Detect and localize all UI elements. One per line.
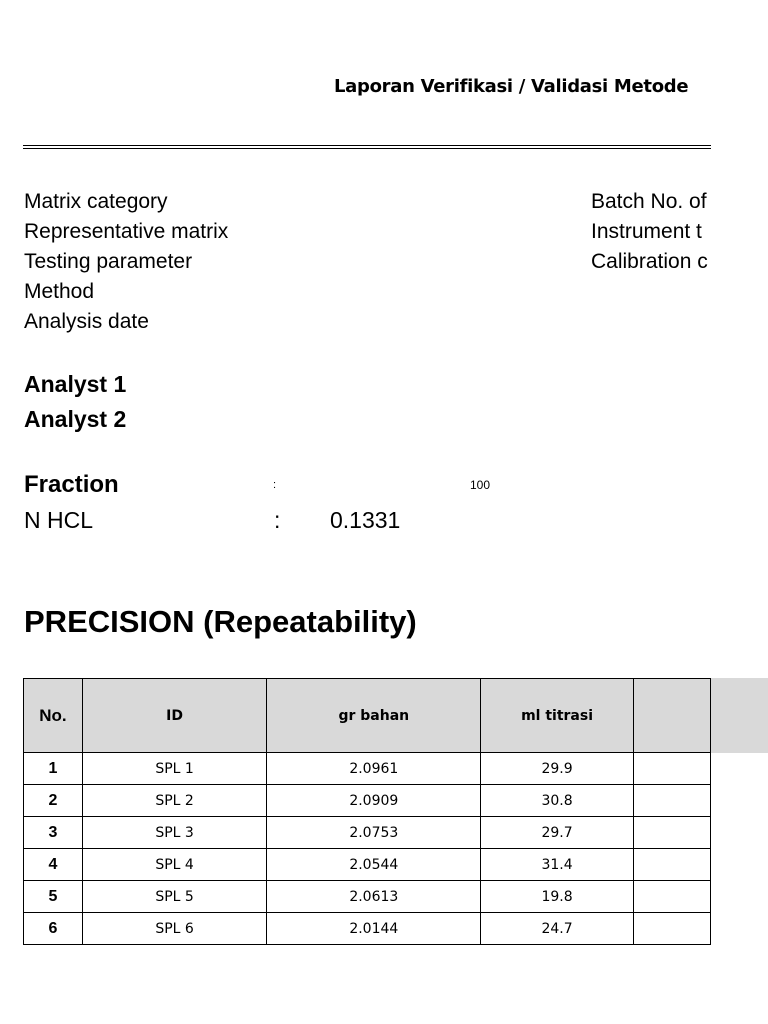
column-header-gr-bahan: gr bahan	[267, 679, 481, 753]
report-title: Laporan Verifikasi / Validasi Metode	[334, 76, 689, 97]
cell-id: SPL 2	[82, 785, 266, 817]
fraction-colon: :	[273, 479, 277, 491]
analyst-1-label: Analyst 1	[24, 371, 127, 397]
info-testing-parameter: Testing parameter	[24, 250, 193, 273]
table-row	[24, 753, 711, 785]
cell-gr-bahan: 2.0753	[267, 817, 481, 849]
cell-extra	[633, 753, 710, 785]
cell-no: 2	[24, 785, 83, 817]
cell-gr-bahan: 2.0613	[267, 881, 481, 913]
info-calibration: Calibration c	[591, 250, 708, 273]
cell-ml-titrasi: 31.4	[481, 849, 633, 881]
table-header-row	[24, 679, 711, 753]
cell-gr-bahan: 2.0144	[267, 913, 481, 945]
cell-extra	[633, 849, 710, 881]
cell-gr-bahan: 2.0544	[267, 849, 481, 881]
cell-extra	[633, 817, 710, 849]
info-matrix-category: Matrix category	[24, 190, 168, 213]
cell-gr-bahan: 2.0961	[267, 753, 481, 785]
cell-id: SPL 3	[82, 817, 266, 849]
info-instrument: Instrument t	[591, 220, 702, 243]
column-header-extra	[633, 679, 710, 753]
fraction-value: 100	[470, 478, 491, 492]
info-method: Method	[24, 280, 95, 303]
cell-no: 1	[24, 753, 83, 785]
cell-no: 4	[24, 849, 83, 881]
precision-heading: PRECISION (Repeatability)	[24, 604, 417, 639]
cell-id: SPL 4	[82, 849, 266, 881]
column-header-no: No.	[24, 679, 83, 753]
column-header-id: ID	[82, 679, 266, 753]
cell-extra	[633, 785, 710, 817]
cell-gr-bahan: 2.0909	[267, 785, 481, 817]
table-row	[24, 849, 711, 881]
cell-extra	[633, 913, 710, 945]
cell-ml-titrasi: 30.8	[481, 785, 633, 817]
n-hcl-label: N HCL	[24, 507, 94, 533]
cell-ml-titrasi: 29.7	[481, 817, 633, 849]
cell-no: 3	[24, 817, 83, 849]
fraction-label: Fraction	[24, 471, 119, 498]
cell-no: 6	[24, 913, 83, 945]
cell-ml-titrasi: 24.7	[481, 913, 633, 945]
table-row	[24, 785, 711, 817]
info-representative-matrix: Representative matrix	[24, 220, 229, 243]
analyst-2-label: Analyst 2	[24, 406, 127, 432]
cell-extra	[633, 881, 710, 913]
table-row	[24, 817, 711, 849]
cell-ml-titrasi: 29.9	[481, 753, 633, 785]
cell-no: 5	[24, 881, 83, 913]
table-row	[24, 913, 711, 945]
cell-id: SPL 6	[82, 913, 266, 945]
cell-id: SPL 1	[82, 753, 266, 785]
table-row	[24, 881, 711, 913]
info-batch-no: Batch No. of	[591, 190, 707, 213]
n-hcl-value: 0.1331	[330, 507, 401, 533]
header-rule-top	[23, 145, 711, 146]
info-analysis-date: Analysis date	[24, 310, 149, 333]
column-header-ml-titrasi: ml titrasi	[481, 679, 633, 753]
precision-table	[23, 678, 711, 945]
header-rule-bottom	[23, 148, 711, 149]
n-hcl-colon: :	[274, 507, 281, 533]
cell-id: SPL 5	[82, 881, 266, 913]
cell-ml-titrasi: 19.8	[481, 881, 633, 913]
